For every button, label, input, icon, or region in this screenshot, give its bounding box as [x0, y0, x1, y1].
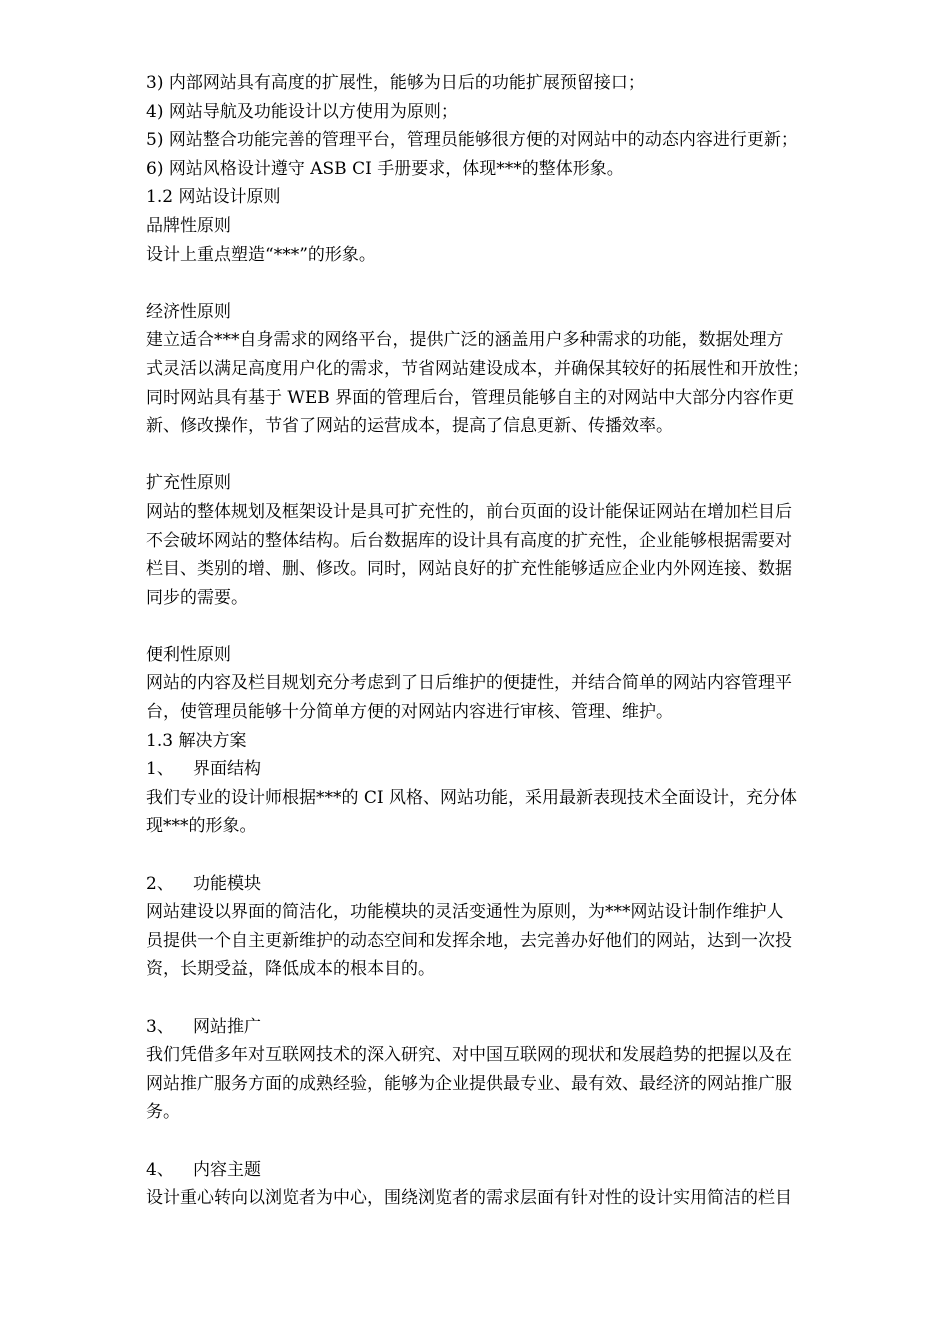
principle-title: 便利性原则 — [146, 644, 231, 665]
paragraph-line: 网站建设以界面的简洁化，功能模块的灵活变通性为原则，为***网站设计制作维护人 — [146, 902, 784, 923]
paragraph-line: 网站推广服务方面的成熟经验，能够为企业提供最专业、最有效、最经济的网站推广服 — [146, 1073, 792, 1094]
item-number: 2、 — [146, 873, 174, 894]
item-title: 网站推广 — [193, 1016, 261, 1037]
item-number: 3、 — [146, 1016, 174, 1037]
intro-item: 6) 网站风格设计遵守 ASB CI 手册要求，体现***的整体形象。 — [146, 158, 624, 179]
paragraph-line: 新、修改操作，节省了网站的运营成本，提高了信息更新、传播效率。 — [146, 416, 673, 437]
solution-item-title — [146, 755, 886, 784]
paragraph-line: 务。 — [146, 1102, 180, 1123]
paragraph-line: 我们专业的设计师根据***的 CI 风格、网站功能，采用最新表现技术全面设计，充分体 — [146, 787, 798, 808]
blank-line — [146, 612, 886, 641]
paragraph-line: 员提供一个自主更新维护的动态空间和发挥余地，去完善办好他们的网站，达到一次投 — [146, 930, 792, 951]
paragraph-line: 栏目、类别的增、删、修改。同时，网站良好的扩充性能够适应企业内外网连接、数据 — [146, 559, 792, 580]
blank-line — [146, 984, 886, 1013]
principle-title: 品牌性原则 — [146, 215, 231, 236]
blank-line — [146, 441, 886, 470]
section-heading: 1.2 网站设计原则 — [146, 187, 281, 208]
intro-item: 4) 网站导航及功能设计以方使用为原则； — [146, 101, 458, 122]
paragraph-line: 同时网站具有基于 WEB 界面的管理后台，管理员能够自主的对网站中大部分内容作更 — [146, 387, 795, 408]
paragraph-line: 建立适合***自身需求的网络平台，提供广泛的涵盖用户多种需求的功能，数据处理方 — [146, 330, 784, 351]
principle-title: 扩充性原则 — [146, 473, 231, 494]
paragraph-line: 资，长期受益，降低成本的根本目的。 — [146, 959, 435, 980]
intro-item: 3) 内部网站具有高度的扩展性，能够为日后的功能扩展预留接口； — [146, 73, 645, 93]
paragraph-line: 设计上重点塑造“***”的形象。 — [146, 244, 376, 265]
paragraph-line: 同步的需要。 — [146, 587, 248, 608]
paragraph-line: 设计重心转向以浏览者为中心，围绕浏览者的需求层面有针对性的设计实用简洁的栏目 — [146, 1188, 792, 1209]
paragraph-line: 不会破坏网站的整体结构。后台数据库的设计具有高度的扩充性，企业能够根据需要对 — [146, 530, 792, 551]
solution-item-title — [146, 870, 886, 899]
paragraph-line: 现***的形象。 — [146, 816, 257, 837]
principle-title: 经济性原则 — [146, 301, 231, 322]
paragraph-line: 式灵活以满足高度用户化的需求，节省网站建设成本，并确保其较好的拓展性和开放性； — [146, 358, 809, 379]
document-page — [146, 69, 886, 1213]
item-title: 界面结构 — [193, 759, 261, 780]
blank-line — [146, 269, 886, 298]
blank-line — [146, 1127, 886, 1156]
solution-item-title — [146, 1013, 886, 1042]
paragraph-line: 台，使管理员能够十分简单方便的对网站内容进行审核、管理、维护。 — [146, 702, 673, 723]
paragraph-line: 网站的整体规划及框架设计是具可扩充性的，前台页面的设计能保证网站在增加栏目后 — [146, 501, 792, 522]
section-heading: 1.3 解决方案 — [146, 730, 247, 751]
item-title: 功能模块 — [193, 873, 261, 894]
solution-item-title — [146, 1156, 886, 1185]
item-title: 内容主题 — [193, 1159, 261, 1180]
paragraph-line: 网站的内容及栏目规划充分考虑到了日后维护的便捷性，并结合简单的网站内容管理平 — [146, 673, 792, 694]
blank-line — [146, 841, 886, 870]
paragraph-line: 我们凭借多年对互联网技术的深入研究、对中国互联网的现状和发展趋势的把握以及在 — [146, 1045, 792, 1066]
item-number: 1、 — [146, 759, 174, 780]
intro-item: 5) 网站整合功能完善的管理平台，管理员能够很方便的对网站中的动态内容进行更新； — [146, 130, 798, 151]
item-number: 4、 — [146, 1159, 174, 1180]
